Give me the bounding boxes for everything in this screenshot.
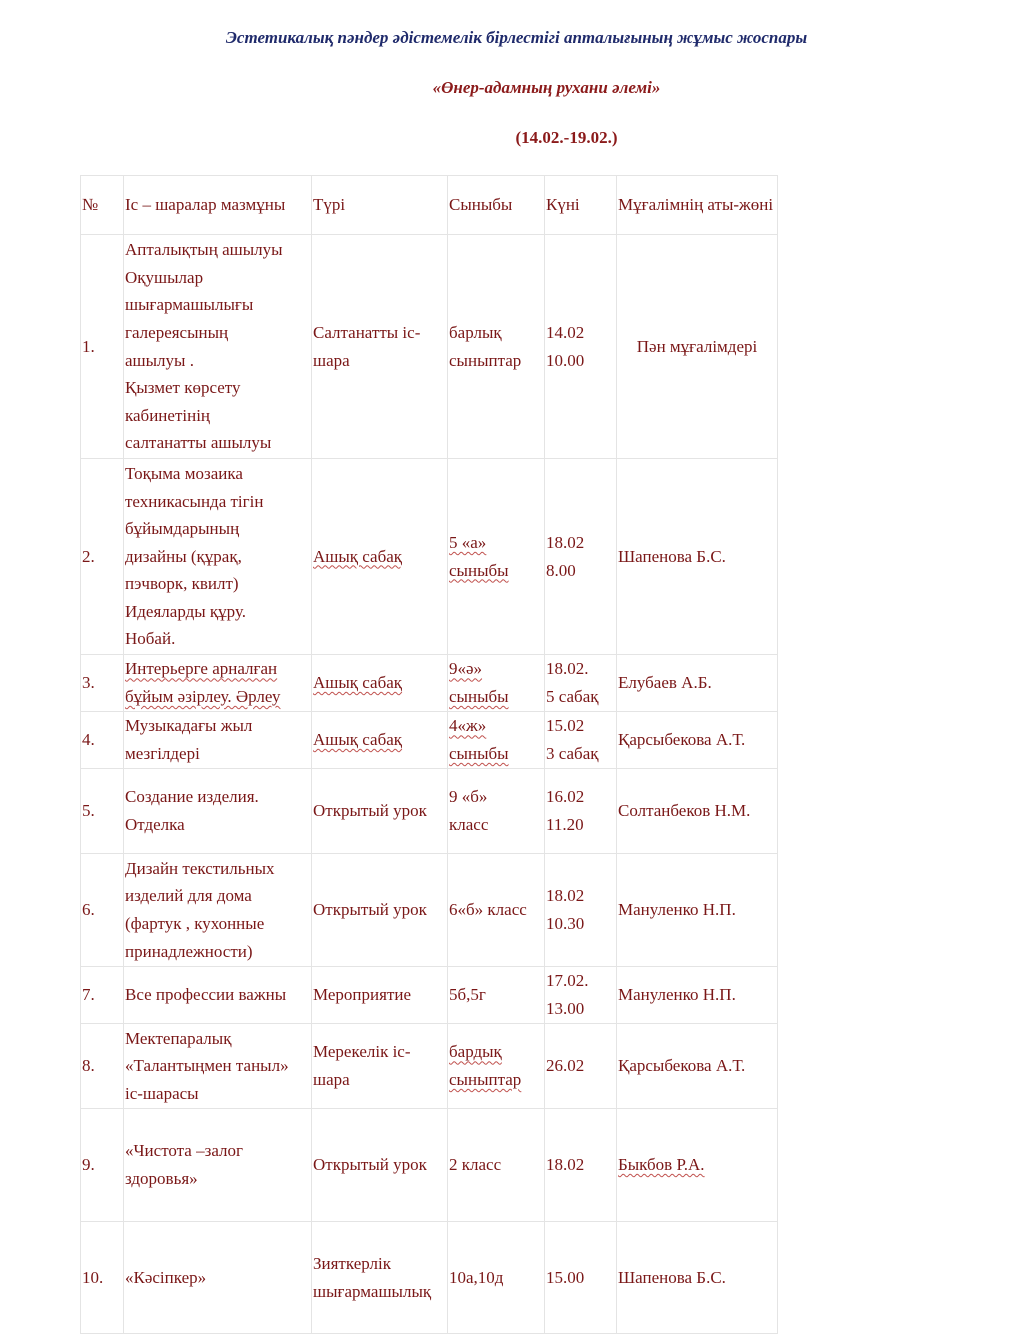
cell-teacher-text: Солтанбеков Н.М.: [618, 801, 751, 821]
cell-content-text: «Кәсіпкер»: [125, 1267, 207, 1287]
cell-num: [81, 655, 124, 712]
cell-class-text: барлық сыныптар: [449, 322, 522, 370]
cell-teacher-text: Пән мұғалімдері: [636, 336, 758, 356]
cell-class-text: 2 класс: [449, 1155, 502, 1175]
col-header-content: Іс – шаралар мазмұны: [124, 176, 312, 235]
cell-class: [448, 967, 545, 1024]
cell-num: [81, 459, 124, 655]
cell-teacher-text: Шапенова Б.С.: [618, 1267, 726, 1287]
cell-teacher: [617, 769, 778, 854]
cell-type: [312, 235, 448, 459]
cell-num: [81, 235, 124, 459]
cell-date-text: 16.02 11.20: [546, 787, 585, 834]
cell-teacher-text: Қарсыбекова А.Т.: [618, 730, 746, 750]
cell-content: [124, 769, 312, 854]
cell-date: [545, 1109, 617, 1222]
cell-type: [312, 655, 448, 712]
cell-type-text: Ашық сабақ: [313, 673, 403, 693]
cell-type-text: Мероприятие: [313, 985, 412, 1005]
cell-content: [124, 854, 312, 967]
cell-num-text: 7.: [82, 985, 95, 1005]
cell-class-text: бардық сыныптар: [449, 1042, 522, 1089]
cell-class: [448, 712, 545, 769]
cell-teacher: [617, 1024, 778, 1109]
cell-content: [124, 1109, 312, 1222]
cell-teacher-text: Мануленко Н.П.: [618, 900, 736, 920]
cell-teacher-text: Қарсыбекова А.Т.: [618, 1056, 746, 1076]
cell-date-text: 26.02: [546, 1056, 585, 1076]
cell-type: [312, 1109, 448, 1222]
cell-type-text: Открытый урок: [313, 801, 427, 821]
cell-class: [448, 1109, 545, 1222]
cell-date: [545, 235, 617, 459]
cell-content-text: Интерьерге арналған бұйым әзірлеу. Әрлеу: [125, 659, 281, 706]
cell-num-text: 10.: [82, 1267, 104, 1287]
cell-num-text: 1.: [82, 336, 95, 356]
cell-num: [81, 967, 124, 1024]
cell-type: [312, 712, 448, 769]
cell-class-text: 4«ж» сыныбы: [449, 716, 509, 763]
cell-num-text: 8.: [82, 1056, 95, 1076]
cell-type: [312, 1024, 448, 1109]
cell-class: [448, 235, 545, 459]
cell-content: [124, 967, 312, 1024]
cell-type-text: Ашық сабақ: [313, 730, 403, 750]
table-row: [81, 655, 778, 712]
cell-date-text: 17.02. 13.00: [546, 971, 589, 1018]
cell-content-text: Все профессии важны: [125, 985, 287, 1005]
table-row: [81, 854, 778, 967]
cell-content-text: Мектепаралық «Талантыңмен таныл» іс-шарасы: [125, 1028, 289, 1103]
events-table: [80, 175, 778, 1334]
cell-type-text: Ашық сабақ: [313, 546, 403, 566]
cell-content: [124, 1024, 312, 1109]
cell-content: [124, 1222, 312, 1334]
cell-date-text: 18.02: [546, 1155, 585, 1175]
cell-num-text: 4.: [82, 730, 95, 750]
cell-content-text: Тоқыма мозаика техникасында тігін бұйымдарының дизайны (құрақ, пэчворк, квилт) Идеяларды құру. Нобай.: [125, 463, 264, 649]
cell-class-text: 5б,5г: [449, 985, 486, 1005]
cell-class-text: 6«б» класс: [449, 900, 527, 920]
cell-teacher-text: Елубаев А.Б.: [618, 673, 712, 693]
cell-num: [81, 1109, 124, 1222]
col-header-type: Түрі: [312, 176, 448, 235]
cell-num: [81, 712, 124, 769]
cell-teacher: [617, 235, 778, 459]
col-header-number: №: [81, 176, 124, 235]
cell-num-text: 5.: [82, 801, 95, 821]
cell-class-text: 9«ә» сыныбы: [449, 659, 509, 706]
cell-content-text: Музыкадағы жыл мезгілдері: [125, 716, 253, 763]
cell-content: [124, 655, 312, 712]
table-row: [81, 235, 778, 459]
table-row: [81, 769, 778, 854]
cell-date: [545, 1222, 617, 1334]
cell-class: [448, 769, 545, 854]
cell-content-text: Создание изделия. Отделка: [125, 787, 259, 834]
cell-class-text: 9 «б» класс: [449, 787, 489, 834]
cell-content: [124, 235, 312, 459]
cell-num: [81, 1024, 124, 1109]
cell-num-text: 2.: [82, 546, 95, 566]
cell-date-text: 18.02 8.00: [546, 532, 585, 580]
cell-class-text: 10а,10д: [449, 1267, 504, 1287]
cell-date: [545, 459, 617, 655]
cell-date-text: 18.02 10.30: [546, 886, 585, 933]
cell-date: [545, 967, 617, 1024]
cell-content-text: Дизайн текстильных изделий для дома (фартук , кухонные принадлежности): [125, 858, 275, 961]
cell-type: [312, 1222, 448, 1334]
cell-date-text: 18.02. 5 сабақ: [546, 659, 599, 706]
cell-teacher: [617, 854, 778, 967]
col-header-class: Сыныбы: [448, 176, 545, 235]
cell-num-text: 3.: [82, 673, 95, 693]
cell-type: [312, 459, 448, 655]
cell-date-text: 14.02 10.00: [546, 322, 585, 370]
table-row: [81, 712, 778, 769]
cell-class-text: 5 «а» сыныбы: [449, 532, 509, 580]
cell-class: [448, 854, 545, 967]
cell-teacher: [617, 459, 778, 655]
cell-content-text: «Чистота –залог здоровья»: [125, 1141, 243, 1188]
table-row: [81, 1222, 778, 1334]
cell-teacher: [617, 712, 778, 769]
cell-num: [81, 769, 124, 854]
cell-date: [545, 712, 617, 769]
cell-teacher-text: Быкбов Р.А.: [618, 1155, 705, 1175]
cell-class: [448, 1222, 545, 1334]
table-row: [81, 1109, 778, 1222]
cell-date: [545, 1024, 617, 1109]
cell-teacher: [617, 655, 778, 712]
cell-type: [312, 769, 448, 854]
cell-teacher: [617, 1109, 778, 1222]
cell-type: [312, 854, 448, 967]
cell-date-text: 15.02 3 сабақ: [546, 716, 599, 763]
cell-class: [448, 655, 545, 712]
cell-type: [312, 967, 448, 1024]
table-row: [81, 459, 778, 655]
cell-date-text: 15.00: [546, 1267, 585, 1287]
cell-date: [545, 769, 617, 854]
cell-content: [124, 712, 312, 769]
cell-teacher-text: Шапенова Б.С.: [618, 546, 726, 566]
cell-content: [124, 459, 312, 655]
cell-type-text: Салтанатты іс- шара: [313, 322, 421, 370]
cell-teacher: [617, 1222, 778, 1334]
cell-class: [448, 1024, 545, 1109]
cell-date: [545, 655, 617, 712]
table-row: [81, 1024, 778, 1109]
table-header-row: [81, 176, 778, 235]
plan-title: Эстетикалық пәндер әдістемелік бірлестігі апталығының жұмыс жоспары: [225, 28, 808, 47]
col-header-teacher: Мұғалімнің аты-жөні: [617, 176, 778, 235]
cell-num-text: 9.: [82, 1155, 95, 1175]
cell-type-text: Открытый урок: [313, 900, 427, 920]
cell-num: [81, 854, 124, 967]
cell-teacher-text: Мануленко Н.П.: [618, 985, 736, 1005]
cell-content-text: Апталықтың ашылуы Оқушылар шығармашылығы галереясының ашылуы . Қызмет көрсету кабинетінің салтанатты ашылуы: [125, 240, 283, 453]
cell-num: [81, 1222, 124, 1334]
table-row: [81, 967, 778, 1024]
cell-class: [448, 459, 545, 655]
cell-type-text: Мерекелік іс- шара: [313, 1042, 411, 1089]
cell-num-text: 6.: [82, 900, 95, 920]
col-header-date: Күні: [545, 176, 617, 235]
cell-teacher: [617, 967, 778, 1024]
cell-date: [545, 854, 617, 967]
week-dates: (14.02.-19.02.): [515, 128, 618, 147]
cell-type-text: Зияткерлік шығармашылық: [313, 1253, 432, 1301]
cell-type-text: Открытый урок: [313, 1155, 427, 1175]
week-theme: «Өнер-адамның рухани әлемі»: [432, 78, 661, 97]
